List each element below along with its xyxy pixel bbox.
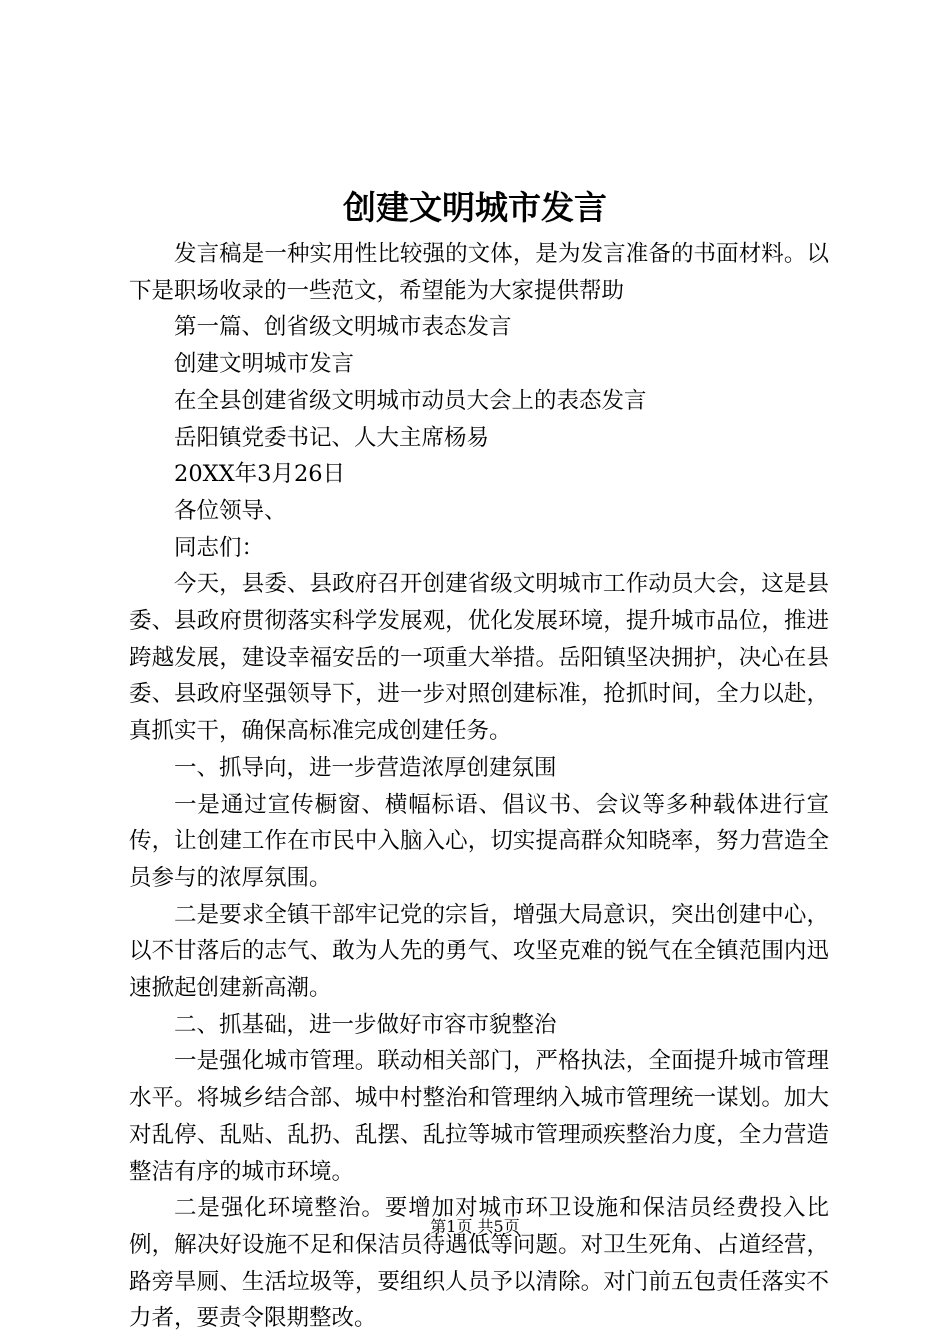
paragraph-intro: 发言稿是一种实用性比较强的文体，是为发言准备的书面材料。以下是职场收录的一些范文，希望能为大家提供帮助 xyxy=(129,241,829,304)
paragraph-speaker: 岳阳镇党委书记、人大主席杨易 xyxy=(174,424,490,451)
paragraph-chapter-heading: 第一篇、创省级文明城市表态发言 xyxy=(174,314,512,341)
paragraph-section-1-point-1: 一是通过宣传橱窗、横幅标语、倡议书、会议等多种载体进行宣传，让创建工作在市民中入脑入心，切实提高群众知晓率，努力营造全员参与的浓厚氛围。 xyxy=(129,791,829,891)
paragraph-section-2-point-1: 一是强化城市管理。联动相关部门，严格执法，全面提升城市管理水平。将城乡结合部、城中村整治和管理纳入城市管理统一谋划。加大对乱停、乱贴、乱扔、乱摆、乱拉等城市管理顽疾整治力度，全力营造整洁有序的城市环境。 xyxy=(129,1048,829,1185)
document-title: 创建文明城市发言 xyxy=(343,188,607,227)
paragraph-salutation-comrades: 同志们： xyxy=(174,534,265,561)
paragraph-salutation-leaders: 各位领导、 xyxy=(174,497,287,524)
paragraph-section-2-point-2: 二是强化环境整治。要增加对城市环卫设施和保洁员经费投入比例，解决好设施不足和保洁员待遇低等问题。对卫生死角、占道经营，路旁旱厕、生活垃圾等，要组织人员予以清除。对门前五包责任落实不力者，要责令限期整改。 xyxy=(129,1195,829,1332)
page-footer: 第1页 共5页 xyxy=(430,1217,520,1236)
paragraph-speech-title: 创建文明城市发言 xyxy=(174,351,355,378)
paragraph-occasion: 在全县创建省级文明城市动员大会上的表态发言 xyxy=(174,387,647,414)
paragraph-date: 20XX年3月26日 xyxy=(174,461,346,488)
section-heading-1: 一、抓导向，进一步营造浓厚创建氛围 xyxy=(174,754,557,781)
paragraph-opening: 今天，县委、县政府召开创建省级文明城市工作动员大会，这是县委、县政府贯彻落实科学发展观，优化发展环境，提升城市品位，推进跨越发展，建设幸福安岳的一项重大举措。岳阳镇坚决拥护，决心在县委、县政府坚强领导下，进一步对照创建标准，抢抓时间，全力以赴，真抓实干，确保高标准完成创建任务。 xyxy=(129,571,829,745)
document-body xyxy=(129,236,829,1337)
section-heading-2: 二、抓基础，进一步做好市容市貌整治 xyxy=(174,1011,557,1038)
paragraph-section-1-point-2: 二是要求全镇干部牢记党的宗旨，增强大局意识，突出创建中心，以不甘落后的志气、敢为人先的勇气、攻坚克难的锐气在全镇范围内迅速掀起创建新高潮。 xyxy=(129,901,829,1002)
